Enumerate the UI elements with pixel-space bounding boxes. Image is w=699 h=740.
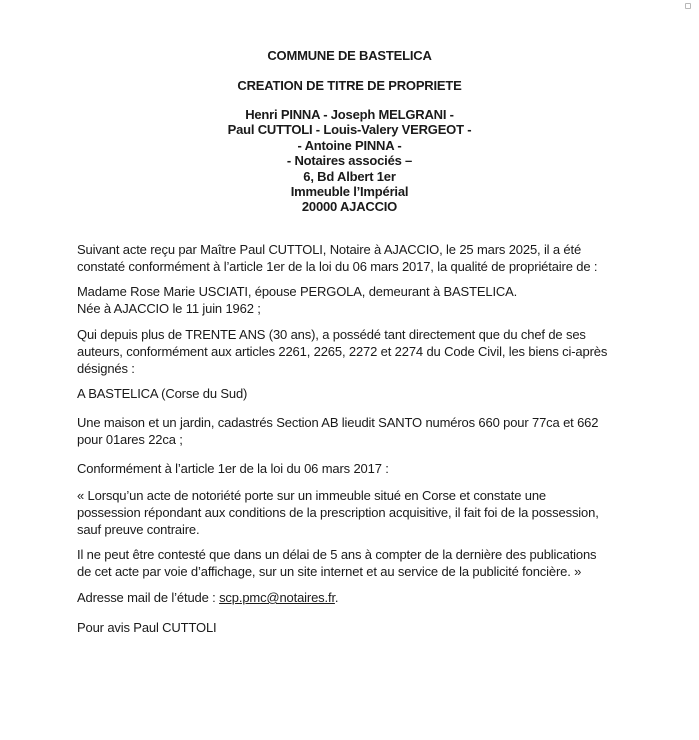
text-line: Conformément à l’article 1er de la loi du 06 mars 2017 : bbox=[77, 461, 389, 476]
text-line: A BASTELICA (Corse du Sud) bbox=[77, 386, 248, 401]
text-line: pour 01ares 22ca ; bbox=[77, 432, 183, 447]
notaires-address-line: 20000 AJACCIO bbox=[301, 199, 398, 215]
paragraph-citation-1 bbox=[77, 487, 637, 538]
paragraph-proprietaire bbox=[77, 283, 637, 317]
paragraph-biens bbox=[77, 414, 637, 448]
text-line: sauf preuve contraire. bbox=[77, 522, 200, 537]
paragraph-lieu bbox=[77, 385, 637, 402]
text-line: auteurs, conformément aux articles 2261, 2265, 2272 et 2274 du Code Civil, les biens ci-après bbox=[77, 344, 608, 359]
text-line: Une maison et un jardin, cadastrés Section AB lieudit SANTO numéros 660 pour 77ca et 662 bbox=[77, 415, 599, 430]
text-line: Il ne peut être contesté que dans un délai de 5 ans à compter de la dernière des publications bbox=[77, 547, 597, 562]
paragraph-email bbox=[77, 589, 637, 606]
text-line: de cet acte par voie d’affichage, sur un site internet et au service de la publicité foncière. » bbox=[77, 564, 582, 579]
text-line: « Lorsqu’un acte de notoriété porte sur un immeuble situé en Corse et constate une bbox=[77, 488, 546, 503]
paragraph-signature bbox=[77, 619, 637, 636]
text-line: Née à AJACCIO le 11 juin 1962 ; bbox=[77, 301, 261, 316]
text-line: désignés : bbox=[77, 361, 135, 376]
text-line: Suivant acte reçu par Maître Paul CUTTOLI, Notaire à AJACCIO, le 25 mars 2025, il a été bbox=[77, 242, 582, 257]
corner-mark-icon bbox=[685, 3, 691, 9]
notaires-address-line: 6, Bd Albert 1er bbox=[303, 168, 396, 184]
notaires-block bbox=[0, 107, 699, 215]
email-end: . bbox=[334, 590, 339, 605]
text-line: Qui depuis plus de TRENTE ANS (30 ans), a possédé tant directement que du chef de ses bbox=[77, 327, 586, 342]
email-link[interactable]: scp.pmc@notaires.fr bbox=[219, 590, 335, 605]
notaires-line: - Notaires associés – bbox=[286, 153, 413, 169]
notaires-address-line: Immeuble l’Impérial bbox=[290, 183, 409, 199]
text-line: constaté conformément à l’article 1er de la loi du 06 mars 2017, la qualité de propriétaire de : bbox=[77, 259, 598, 274]
email-label: Adresse mail de l’étude : bbox=[77, 590, 220, 605]
commune-heading: COMMUNE DE BASTELICA bbox=[267, 48, 432, 63]
paragraph-citation-2 bbox=[77, 546, 637, 580]
paragraph-possession bbox=[77, 326, 637, 377]
text-line: Madame Rose Marie USCIATI, épouse PERGOLA, demeurant à BASTELICA. bbox=[77, 284, 518, 299]
paragraph-conformement bbox=[77, 460, 637, 477]
notaires-line: - Antoine PINNA - bbox=[297, 137, 402, 153]
document-title: CREATION DE TITRE DE PROPRIETE bbox=[237, 78, 462, 93]
text-line bbox=[77, 589, 637, 606]
signature-line: Pour avis Paul CUTTOLI bbox=[77, 620, 217, 635]
text-line: possession répondant aux conditions de la prescription acquisitive, il fait foi de la possession, bbox=[77, 505, 599, 520]
notaires-line: Henri PINNA - Joseph MELGRANI - bbox=[245, 107, 454, 122]
notaires-line: Paul CUTTOLI - Louis-Valery VERGEOT - bbox=[227, 122, 472, 138]
paragraph-acte bbox=[77, 241, 637, 275]
